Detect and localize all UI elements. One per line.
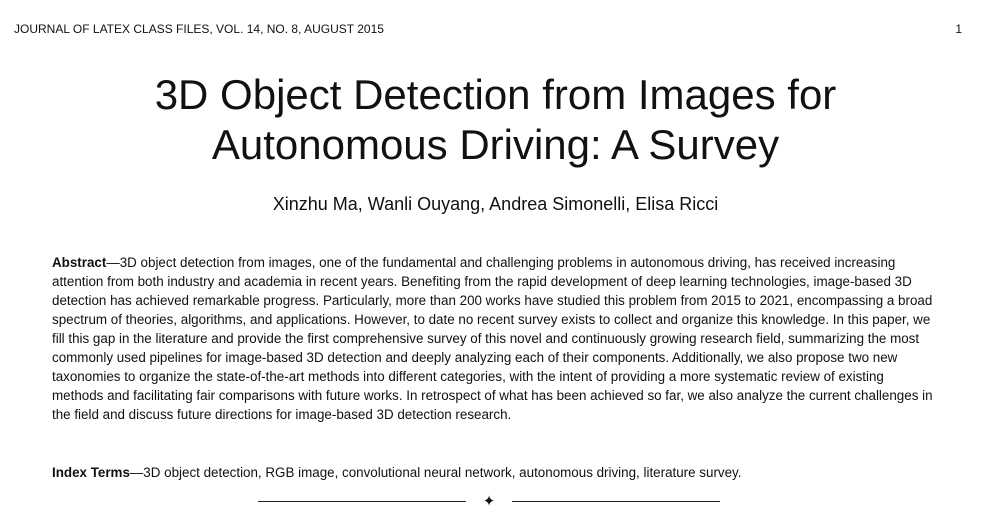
abstract-label: Abstract [52, 255, 107, 270]
index-terms-label: Index Terms [52, 465, 130, 480]
section-divider [258, 490, 720, 512]
abstract [52, 253, 937, 424]
title-line-2: Autonomous Driving: A Survey [211, 121, 780, 168]
index-terms-text: —3D object detection, RGB image, convolutional neural network, autonomous driving, literature survey. [129, 465, 742, 480]
divider-rule-left [258, 501, 466, 502]
index-terms [52, 463, 937, 482]
paper-title [0, 70, 991, 170]
title-line-1: 3D Object Detection from Images for [154, 71, 837, 118]
divider-rule-right [512, 501, 720, 502]
page-header [14, 22, 962, 36]
journal-header: JOURNAL OF LATEX CLASS FILES, VOL. 14, NO. 8, AUGUST 2015 [14, 22, 384, 36]
page-number: 1 [955, 22, 962, 36]
diamond-ornament-icon: ✦ [482, 491, 496, 510]
abstract-text: —3D object detection from images, one of the fundamental and challenging problems in autonomous driving, has received increasing attention from both industry and academia in recent years. Benefiting from the rapid development of deep learning technologies, image-based 3D detection has achieved remarkable progress. Particularly, more than 200 works have studied this problem from 2015 to 2021, encompassing a broad spectrum of theories, algorithms, and applications. However, to date no recent survey exists to collect and organize this knowledge. In this paper, we fill this gap in the literature and provide the first comprehensive survey of this novel and continuously growing research field, summarizing the most commonly used pipelines for image-based 3D detection and deeply analyzing each of their components. Additionally, we also propose two new taxonomies to organize the state-of-the-art methods into different categories, with the intent of providing a more systematic review of existing methods and facilitating fair comparisons with future works. In retrospect of what has been achieved so far, we also analyze the current challenges in the field and discuss future directions for image-based 3D detection research. [52, 255, 933, 422]
author-list: Xinzhu Ma, Wanli Ouyang, Andrea Simonelli, Elisa Ricci [272, 194, 719, 214]
